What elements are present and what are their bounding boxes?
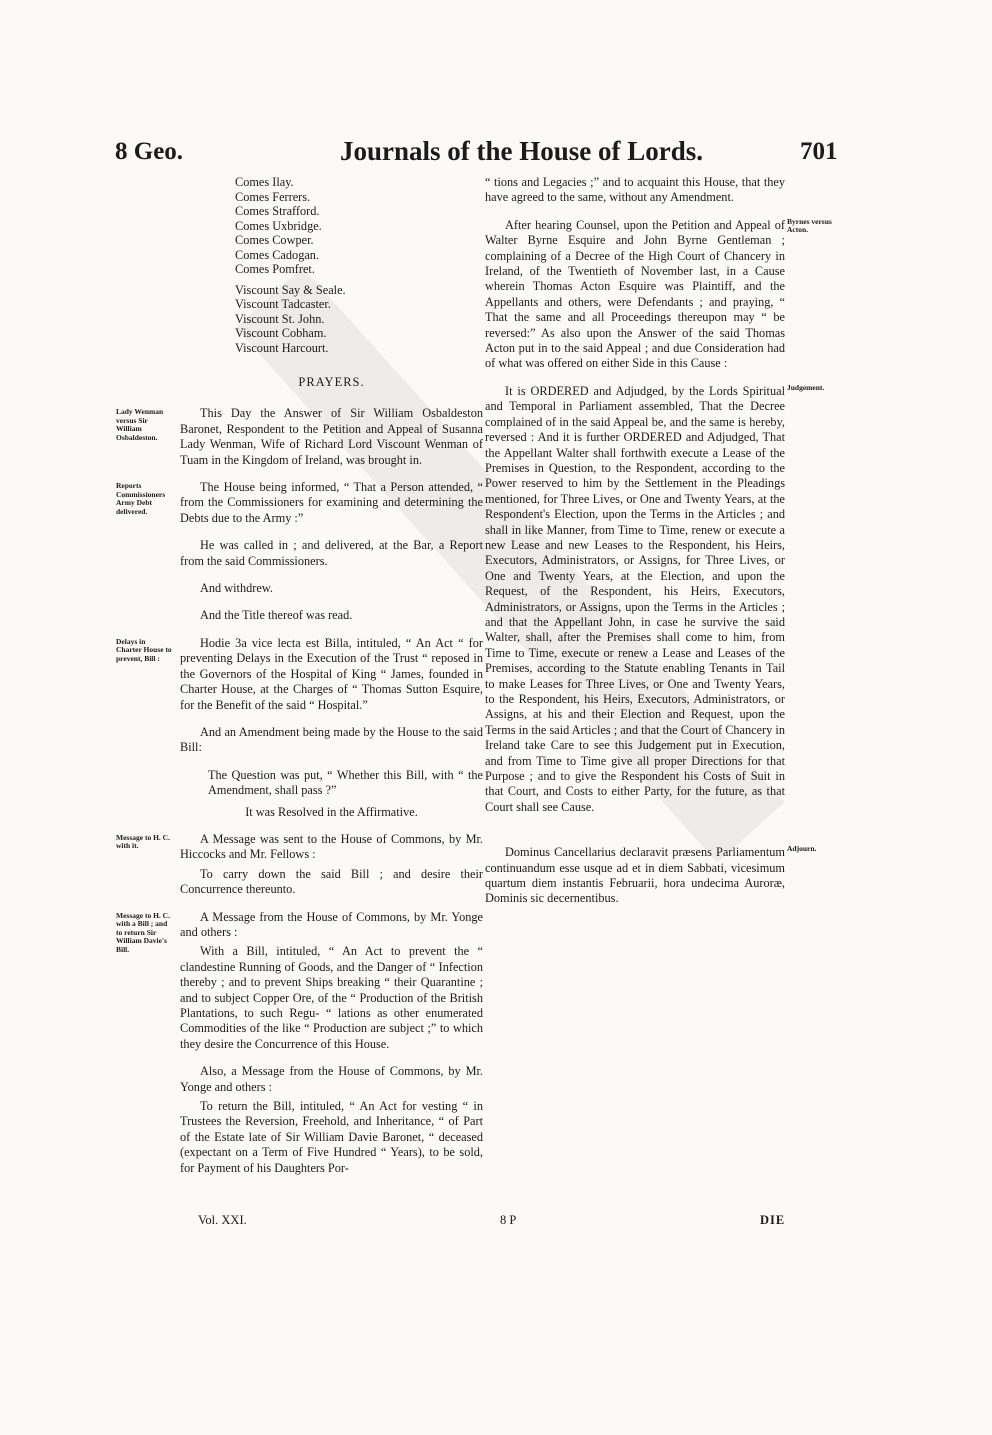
roll-entry: Viscount Say & Seale.: [235, 282, 346, 297]
volume-label: Vol. XXI.: [198, 1213, 247, 1227]
roll-call: [235, 175, 483, 355]
roll-entry: Comes Uxbridge.: [235, 218, 322, 233]
margin-note: Reports Commissioners Army Debt delivered.: [116, 481, 166, 516]
entry-army-debts: [116, 480, 483, 624]
journal-title: Journals of the House of Lords.: [340, 136, 704, 166]
roll-entry: Viscount St. John.: [235, 311, 325, 326]
roll-entry: Comes Ferrers.: [235, 189, 311, 204]
entry-wenman: [116, 406, 483, 468]
page-number: 701: [800, 138, 838, 165]
paragraph: Also, a Message from the House of Commons, by Mr. Yonge and others :: [180, 1064, 483, 1094]
entry-adjournment: [485, 844, 817, 907]
roll-entry: Viscount Cobham.: [235, 326, 327, 340]
entry-byrnes-appeal: [485, 216, 832, 372]
paragraph: And withdrew.: [200, 581, 273, 596]
roll-entry: Comes Cowper.: [235, 233, 314, 247]
margin-note: Delays in Charter House to prevent, Bill :: [116, 636, 172, 663]
paragraph: Dominus Cancellarius declaravit præsens Parliamentum continuandum esse usque ad et in diem Sabbati, vicesimum quartum diem instantis Februarii, hora undecima Auroræ, Dominis sic decernentibus.: [485, 845, 785, 906]
margin-note: Judgement.: [787, 382, 825, 392]
paragraph: And an Amendment being made by the House to the said Bill:: [180, 724, 483, 755]
entry-continuation: [485, 175, 785, 206]
margin-note: Message to H. C. with it.: [116, 832, 170, 851]
paragraph: This Day the Answer of Sir William Osbaldeston Baronet, Respondent to the Petition and Appeal of Susanna Lady Wenman, Wife of Richard Lord Viscount Wenman of Tuam in the Kingdom of Ireland, was brought in.: [180, 406, 483, 467]
margin-note: Message to H. C. with a Bill ; and to return Sir William Davie's Bill.: [116, 910, 170, 954]
paragraph: “ tions and Legacies ;” and to acquaint this House, that they have agreed to the same, without any Amendment.: [485, 175, 785, 205]
margin-note: Lady Wenman versus Sir William Osbaldeston.: [116, 407, 164, 442]
margin-note: Byrnes versus Acton.: [787, 216, 832, 235]
prayers-heading: PRAYERS.: [298, 375, 365, 389]
entry-message-from-commons: [116, 909, 483, 1177]
regnal-year: 8 Geo.: [115, 138, 184, 165]
paragraph: Hodie 3a vice lecta est Billa, intituled, “ An Act “ for preventing Delays in the Execution of the Trust “ reposed in the Governors of the Hospital of King “ James, founded in Charter House, at the Charges of “ Thomas Sutton Esquire, for the Benefit of the said “ Hospital.”: [180, 635, 483, 712]
left-column: [116, 175, 483, 1176]
paragraph: To return the Bill, intituled, “ An Act for vesting “ in Trustees the Reversion, Freehold, and Inheritance, “ of Part of the Estate late of Sir William Davie Baronet, “ deceased (expectant on a Term of Five Hundred “ Years), to be sold, for Payment of his Daughters Por-: [180, 1099, 483, 1175]
paragraph: With a Bill, intituled, “ An Act to prevent the “ clandestine Running of Goods, and the Danger of “ Infection thereby ; and to prevent Ships breaking “ their Quarantine ; and to subject Copper Ore, of the “ Production of the British Plantations, to such Regu- “ lations as other enumerated Commodities of the like “ Production are subject ;” to which they desire the Concurrence of this House.: [180, 944, 483, 1051]
roll-entry: Comes Ilay.: [235, 175, 294, 189]
catchword: DIE: [760, 1213, 786, 1227]
entry-message-commons: [116, 831, 483, 898]
paragraph: To carry down the said Bill ; and desire their Concurrence thereunto.: [180, 866, 483, 897]
question-put: The Question was put, “ Whether this Bill, with “ the Amendment, shall pass ?”: [208, 767, 483, 798]
paragraph: A Message was sent to the House of Commons, by Mr. Hiccocks and Mr. Fellows :: [180, 831, 483, 862]
roll-entry: Comes Strafford.: [235, 204, 320, 218]
roll-entry: Comes Cadogan.: [235, 247, 320, 262]
entry-charter-house: [116, 635, 483, 820]
margin-note: Adjourn.: [787, 844, 817, 854]
roll-entry: Viscount Tadcaster.: [235, 297, 331, 311]
right-column: [485, 175, 832, 907]
paragraph: A Message from the House of Commons, by Mr. Yonge and others :: [180, 909, 483, 939]
paragraph: And the Title thereof was read.: [200, 608, 353, 623]
paragraph: The House being informed, “ That a Person attended, “ from the Commissioners for examining and determining the Debts due to the Army :”: [180, 480, 483, 525]
signature-mark: 8 P: [500, 1213, 517, 1227]
roll-entry: Comes Pomfret.: [235, 262, 315, 276]
paragraph: After hearing Counsel, upon the Petition and Appeal of Walter Byrne Esquire and John Byrne Gentleman ; complaining of a Decree of the High Court of Chancery in Ireland, of the Twentieth of November last, in a Cause wherein Thomas Acton Esquire was Plaintiff, and the Appellants and others, were Defendants ; and praying, “ That the same and all Proceedings thereupon may “ be reversed:” As also upon the Answer of the said Thomas Acton put in to the said Appeal ; and due Consideration had of what was offered on either Side in this Cause :: [485, 217, 785, 371]
resolution: It was Resolved in the Affirmative.: [245, 804, 418, 819]
page-header: [0, 130, 992, 170]
paragraph: It is ORDERED and Adjudged, by the Lords Spiritual and Temporal in Parliament assembled, That the Decree complained of in the said Appeal be, and the same is hereby, reversed : And it is further ORDERED and Adjudged, That the Appellant Walter shall forthwith execute a Lease of the Premises in Question, to the Respondent, according to the Power reserved to him by the Settlement in the Pleadings mentioned, for Three Lives, or One and Twenty Years, at the Respondent's Election, upon the Terms in the Articles ; and shall in like Manner, from Time to Time, renew or execute a new Lease and new Leases to the Respondent, his Heirs, Executors, Administrators, or Assigns, for Three Lives, or One and Twenty Years, at the Election, and upon the Request, of the Respondent, his Heirs, Executors, Administrators, or Assigns, upon the Terms in the Articles ; and that the Appellant John, in case he survive the said Walter, shall, after the Premises shall come to him, from Time to Time, execute or renew a Lease and Leases of the Premises, according to the Statute enabling Tenants in Tail to make Leases for Three Lives, or One and Twenty Years, to the Respondent, his Heirs, Executors, Administrators, or Assigns, at his and their Election and Request, upon the Terms in the said Articles ; and that the Court of Chancery in Ireland take Care to see this Judgement put in Execution, and from Time to Time give all proper Directions for that Purpose ; and to give the Respondent his Costs of Suit in that Court, and Costs to either Party, for the future, as that Court shall see Cause.: [485, 383, 785, 814]
roll-entry: Viscount Harcourt.: [235, 340, 329, 355]
entry-judgement: [485, 382, 825, 815]
paragraph: He was called in ; and delivered, at the Bar, a Report from the said Commissioners.: [180, 538, 483, 568]
